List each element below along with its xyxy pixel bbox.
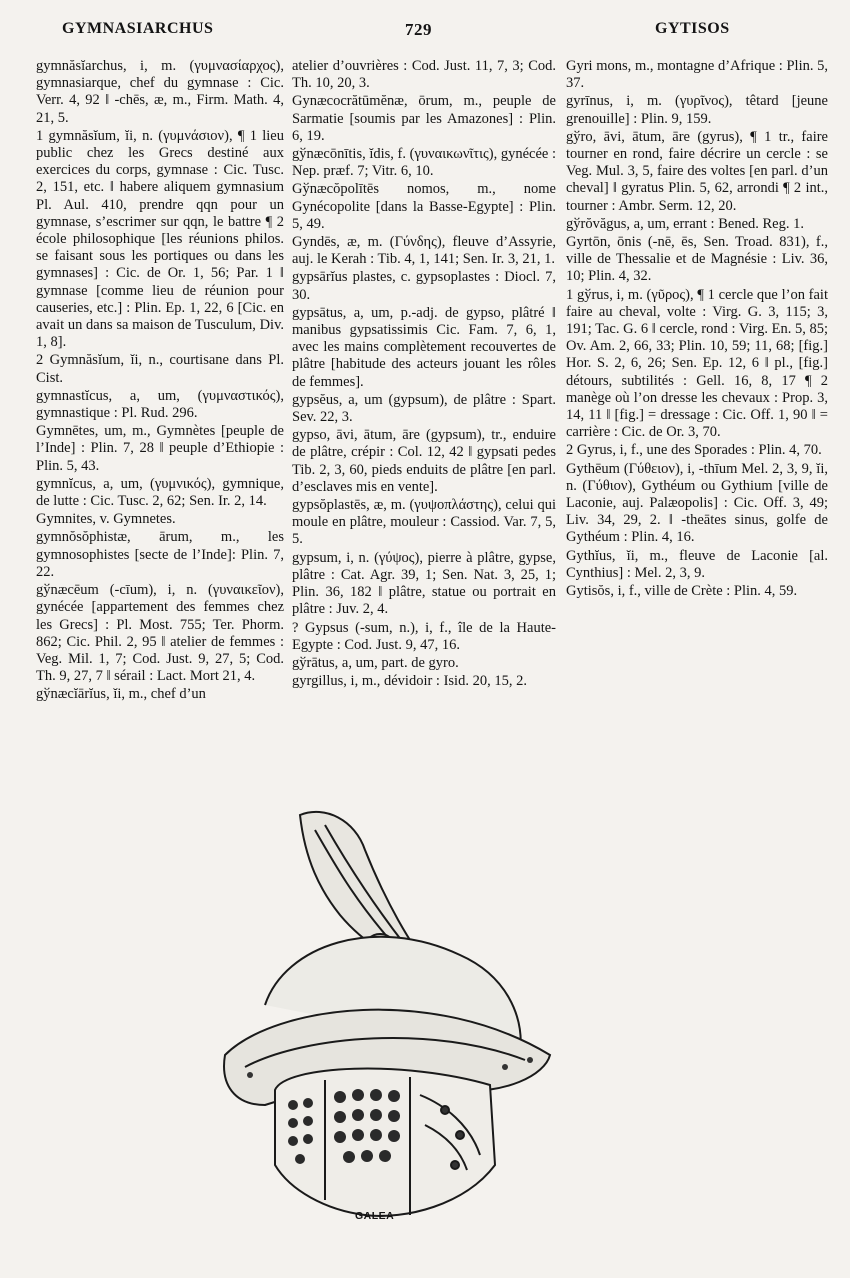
dictionary-entry: gyrgillus, i, m., dévidoir : Isid. 20, 15, 2. (292, 673, 527, 690)
running-head-left: GYMNASIARCHUS (62, 20, 214, 37)
dictionary-entry: Gythēum (Γύθειον), i, -thīum Mel. 2, 3, 9, ĭi, n. (Γύθιον), Gythéum ou Gythium [ville de Laconie, auj. Palæopolis] : Cic. Off. 3, 49; Liv. 34, 29, 2. ‖ -theātes sinus, golfe de Gythéum : Plin. 4, 16. (566, 460, 828, 546)
dictionary-entry: gypso, āvi, ātum, āre (gypsum), tr., enduire de plâtre, crépir : Col. 12, 42 ‖ gypsati pedes Tib. 2, 3, 60, pieds enduits de plâtre [en parl. d’esclaves mis en vente]. (292, 427, 556, 495)
dictionary-entry: gўrŏvăgus, a, um, errant : Bened. Reg. 1. (566, 215, 804, 232)
dictionary-entry: atelier d’ouvrières : Cod. Just. 11, 7, 3; Cod. Th. 10, 20, 3. (292, 58, 556, 92)
dictionary-entry: ? Gypsus (-sum, n.), i, f., île de la Haute-Egypte : Cod. Just. 9, 47, 16. (292, 619, 556, 653)
dictionary-entry: gymnăsĭarchus, i, m. (γυμνασίαρχος), gymnasiarque, chef du gymnase : Cic. Verr. 4, 92 ‖ -chēs, æ, m., Firm. Math. 4, 21, 5. (36, 58, 284, 126)
dictionary-entry: 1 gўrus, i, m. (γῦρος), ¶ 1 cercle que l’on fait faire au cheval, volte : Virg. G. 3, 115; 3, 191; Tac. G. 6 ‖ cercle, rond : Virg. En. 5, 85; Ov. Am. 2, 66, 33; Plin. 10, 59; 11, 68; [fig.] Hor. S. 2, 6, 26; Sen. Ep. 12, 6 ‖ pl., [fig.] détours, subtilités : Gell. 16, 8, 17 ¶ 2 manège où l’on dresse les chevaux : Prop. 3, 14, 11 ‖ [fig.] = dressage : Cic. Off. 1, 90 ‖ = carrière : Cic. de Or. 3, 70. (566, 286, 828, 441)
dictionary-entry: Gythĭus, ĭi, m., fleuve de Laconie [al. Cynthius] : Mel. 2, 3, 9. (566, 547, 828, 581)
dictionary-entry: gymnŏsŏphistæ, ārum, m., les gymnosophistes [secte de l’Inde]: Plin. 7, 22. (36, 529, 284, 580)
dictionary-entry: gўrātus, a, um, part. de gyro. (292, 654, 459, 671)
figure-caption: GALEA (355, 1210, 395, 1222)
dictionary-entry: gўnæcĭārĭus, ĭi, m., chef d’un (36, 686, 206, 703)
dictionary-entry: gўnæcōnītis, ĭdis, f. (γυναικωνῖτις), gynécée : Nep. præf. 7; Vitr. 6, 10. (292, 146, 556, 180)
dictionary-entry: Gymnētes, um, m., Gymnètes [peuple de l’Inde] : Plin. 7, 28 ‖ peuple d’Ethiopie : Plin. 5, 43. (36, 423, 284, 474)
helmet-illustration (205, 805, 565, 1225)
dictionary-entry: gўnæcēum (-cīum), i, n. (γυναικεῖον), gynécée [appartement des femmes chez les Grecs] : Pl. Most. 755; Ter. Phorm. 862; Cic. Phil. 2, 95 ‖ atelier de femmes : Veg. Mil. 1, 7; Cod. Just. 9, 27, 5; Cod. Th. 9, 27, 7 ‖ sérail : Lact. Mort 21, 4. (36, 582, 284, 685)
dictionary-entry: gyrīnus, i, m. (γυρῖνος), têtard [jeune grenouille] : Plin. 9, 159. (566, 93, 828, 127)
column-2 (292, 58, 556, 690)
dictionary-entry: Gynæcocrătūmĕnæ, ōrum, m., peuple de Sarmatie [soumis par les Amazones] : Plin. 6, 19. (292, 93, 556, 144)
dictionary-entry: gypsārĭus plastes, c. gypsoplastes : Diocl. 7, 30. (292, 269, 556, 303)
dictionary-entry: gўro, āvi, ātum, āre (gyrus), ¶ 1 tr., faire tourner en rond, faire décrire un cercle : se Veg. Mul. 3, 5, faire des voltes [en parl. d’un cheval] ‖ gyratus Plin. 5, 62, arrondi ¶ 2 int., tourner : Ambr. Serm. 12, 20. (566, 128, 828, 214)
dictionary-entry: gymnastĭcus, a, um, (γυμναστικός), gymnastique : Pl. Rud. 296. (36, 387, 284, 422)
dictionary-entry: gymnĭcus, a, um, (γυμνικός), gymnique, de lutte : Cic. Tusc. 2, 62; Sen. Ir. 2, 14. (36, 475, 284, 510)
dictionary-entry: gypsĕus, a, um (gypsum), de plâtre : Spart. Sev. 22, 3. (292, 391, 556, 426)
column-1 (36, 58, 284, 704)
dictionary-entry: 2 Gyrus, i, f., une des Sporades : Plin. 4, 70. (566, 442, 822, 459)
dictionary-entry: Gymnites, v. Gymnetes. (36, 511, 176, 528)
dictionary-entry: gypsŏplastēs, æ, m. (γυψοπλάστης), celui qui moule en plâtre, mouleur : Cassiod. Var. 7, 5, 5. (292, 497, 556, 548)
dictionary-entry: 1 gymnăsĭum, ĭi, n. (γυμνάσιον), ¶ 1 lieu public chez les Grecs destiné aux exercices du corps, gymnase : Cic. Tusc. 2, 151, etc. ‖ habere aliquem gymnasium Pl. Aul. 410, prendre qqn pour un gymnase, s’escrimer sur qqn, le battre ¶ 2 école philosophique [les réunions philos. se faisant sous les portiques ou dans les gymnases] : Cic. de Or. 1, 56; Par. 1 ‖ gymnase [comme lieu de réunion pour causeries, etc.] : Plin. Ep. 1, 22, 6 [Cic. en avait un dans sa maison de Tusculum, Div. 1, 8]. (36, 127, 284, 351)
page-number: 729 (405, 20, 432, 39)
dictionary-entry: Gyri mons, m., montagne d’Afrique : Plin. 5, 37. (566, 58, 828, 92)
dictionary-entry: gypsum, i, n. (γύψος), pierre à plâtre, gypse, plâtre : Cat. Agr. 39, 1; Sen. Nat. 3, 25, 1; Plin. 36, 182 ‖ plâtre, statue ou portrait en plâtre : Juv. 2, 4. (292, 549, 556, 618)
dictionary-entry: Gўnæcŏpolītēs nomos, m., nome Gynécopolite [dans la Basse-Egypte] : Plin. 5, 49. (292, 181, 556, 232)
dictionary-entry: Gyrtōn, ōnis (-nē, ēs, Sen. Troad. 831), f., ville de Thessalie et de Magnésie : Liv. 36, 10; Plin. 4, 32. (566, 234, 828, 285)
running-head-right: GYTISOS (655, 20, 730, 37)
dictionary-entry: Gyndēs, æ, m. (Γύνδης), fleuve d’Assyrie, auj. le Kerah : Tib. 4, 1, 141; Sen. Ir. 3, 21, 1. (292, 234, 556, 268)
column-3 (566, 58, 828, 600)
dictionary-entry: gypsātus, a, um, p.-adj. de gypso, plâtré ‖ manibus gypsatissimis Cic. Fam. 7, 6, 1, avec les mains complètement recouvertes de plâtre [habitude des acteurs jouant les rôles de femmes]. (292, 304, 556, 390)
dictionary-entry: 2 Gymnăsĭum, ĭi, n., courtisane dans Pl. Cist. (36, 352, 284, 386)
dictionary-entry: Gytisŏs, i, f., ville de Crète : Plin. 4, 59. (566, 583, 798, 600)
